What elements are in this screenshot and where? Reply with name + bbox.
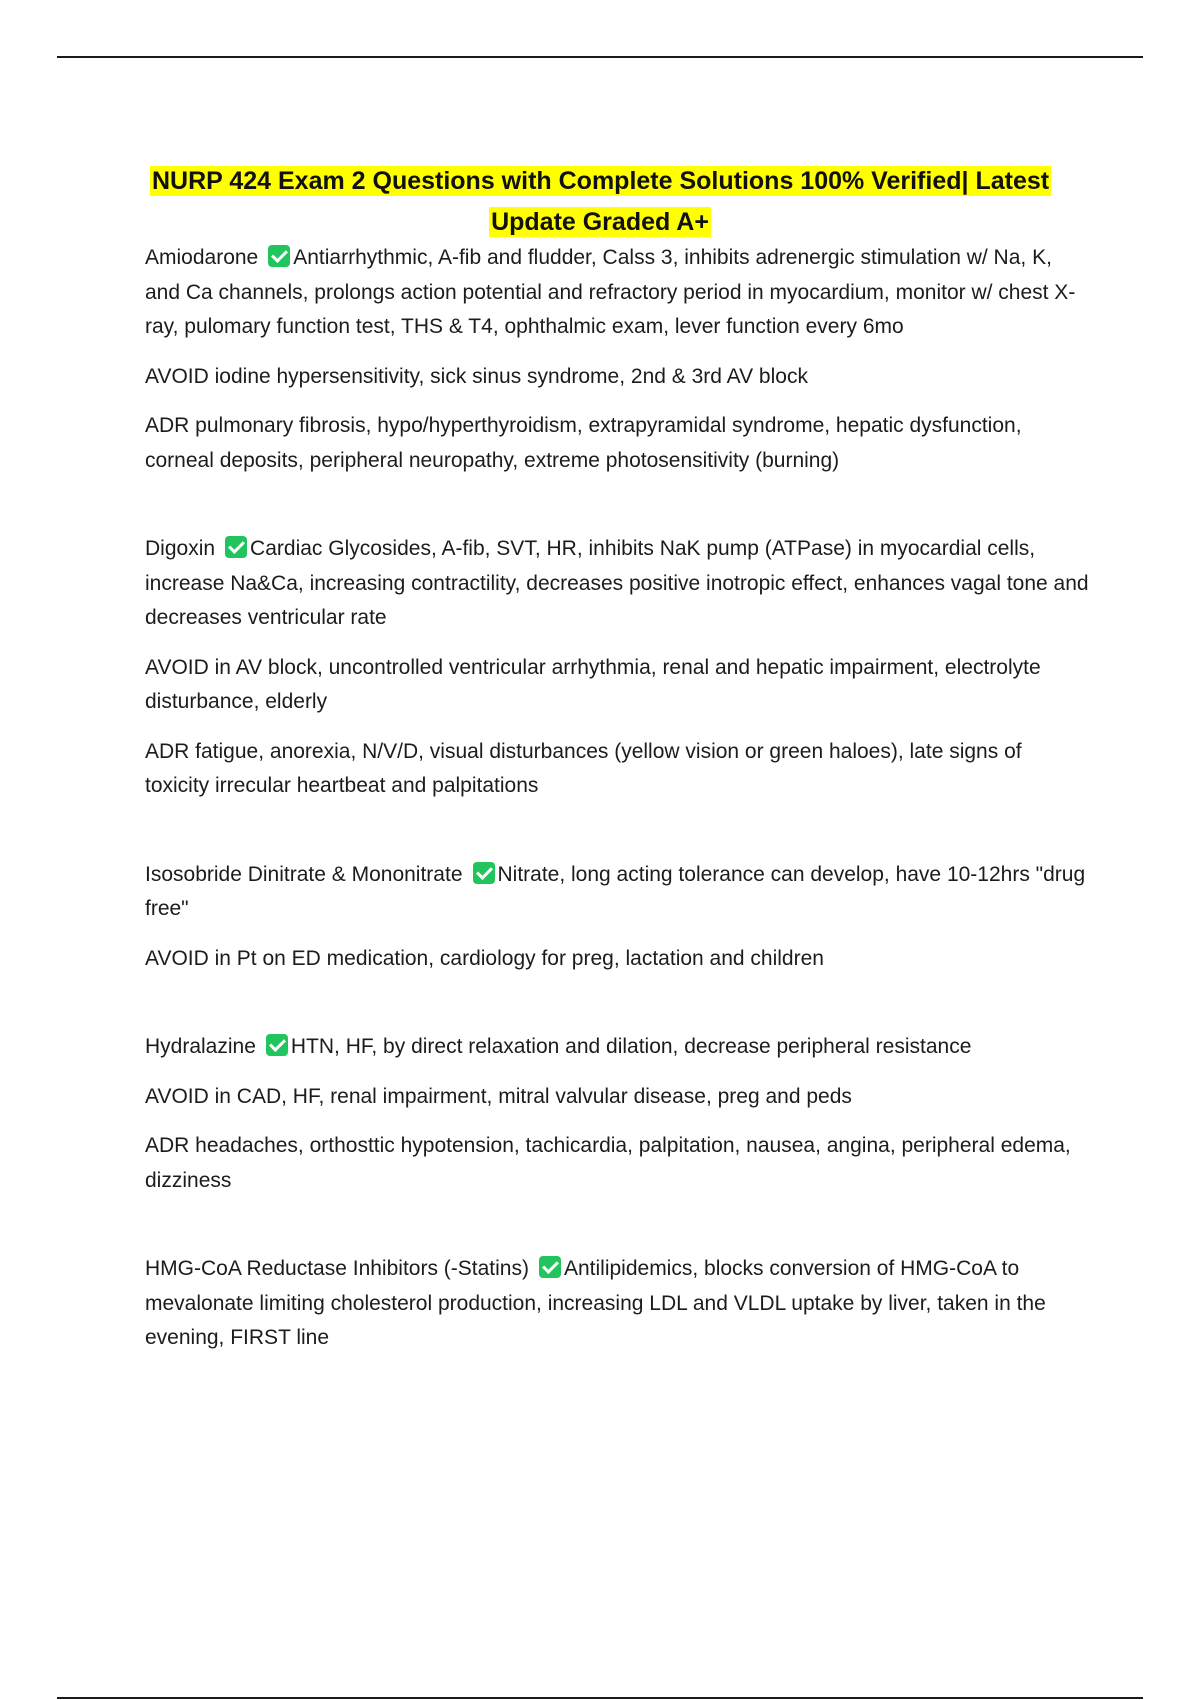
entry-amiodarone — [145, 241, 1090, 478]
entry-avoid: AVOID iodine hypersensitivity, sick sinus syndrome, 2nd & 3rd AV block — [145, 364, 808, 388]
entry-definition: HTN, HF, by direct relaxation and dilation, decrease peripheral resistance — [290, 1035, 972, 1058]
entry-definition-line — [145, 1030, 1090, 1065]
entry-hydralazine — [145, 1030, 1090, 1198]
entry-avoid: AVOID in Pt on ED medication, cardiology for preg, lactation and children — [145, 946, 824, 970]
check-mark-icon — [539, 1256, 561, 1278]
entry-avoid: AVOID in CAD, HF, renal impairment, mitral valvular disease, preg and peds — [145, 1084, 852, 1108]
entry-definition: Nitrate, long acting tolerance can develop, have 10-12hrs "drug free" — [145, 862, 1086, 920]
entry-statins — [145, 1252, 1090, 1356]
entry-definition-line — [145, 1252, 1090, 1356]
entry-definition-line — [145, 241, 1090, 345]
entry-avoid: AVOID in AV block, uncontrolled ventricular arrhythmia, renal and hepatic impairment, electrolyte disturbance, elderly — [145, 655, 1041, 713]
entry-isosorbide — [145, 858, 1090, 977]
entry-adr: ADR fatigue, anorexia, N/V/D, visual disturbances (yellow vision or green haloes), late signs of toxicity irrecular heartbeat and palpitations — [145, 739, 1022, 797]
entry-term: Digoxin — [145, 537, 216, 560]
top-rule — [57, 56, 1143, 58]
check-mark-icon — [268, 245, 290, 267]
document-body — [145, 241, 1090, 1371]
bottom-rule — [57, 1697, 1143, 1699]
entry-definition: Antiarrhythmic, A-fib and fludder, Calss 3, inhibits adrenergic stimulation w/ Na, K, and Ca channels, prolongs action potential and refractory period in myocardium, monitor w/ chest X-ray, pulomary function test, THS & T4, ophthalmic exam, lever function every 6mo — [145, 246, 1076, 338]
check-mark-icon — [473, 862, 495, 884]
document-title: NURP 424 Exam 2 Questions with Complete Solutions 100% Verified| Latest Update Graded A+ — [152, 166, 1050, 236]
entry-digoxin — [145, 532, 1090, 804]
entry-term: HMG-CoA Reductase Inhibitors (-Statins) — [145, 1257, 529, 1280]
entry-definition-line — [145, 858, 1090, 927]
entry-term: Hydralazine — [145, 1035, 256, 1058]
entry-term: Amiodarone — [145, 246, 259, 269]
entry-adr: ADR pulmonary fibrosis, hypo/hyperthyroidism, extrapyramidal syndrome, hepatic dysfunction, corneal deposits, peripheral neuropathy, extreme photosensitivity (burning) — [145, 414, 1022, 472]
entry-definition: Antilipidemics, blocks conversion of HMG-CoA to mevalonate limiting cholesterol production, increasing LDL and VLDL uptake by liver, taken in the evening, FIRST line — [145, 1257, 1046, 1349]
entry-adr: ADR headaches, orthosttic hypotension, tachicardia, palpitation, nausea, angina, peripheral edema, dizziness — [145, 1134, 1071, 1192]
entry-definition-line — [145, 532, 1090, 636]
entry-definition: Cardiac Glycosides, A-fib, SVT, HR, inhibits NaK pump (ATPase) in myocardial cells, increase Na&Ca, increasing contractility, decreases positive inotropic effect, enhances vagal tone and decreases ventricular rate — [145, 537, 1089, 629]
check-mark-icon — [225, 536, 247, 558]
entry-term: Isosobride Dinitrate & Mononitrate — [145, 862, 463, 886]
check-mark-icon — [266, 1034, 288, 1056]
